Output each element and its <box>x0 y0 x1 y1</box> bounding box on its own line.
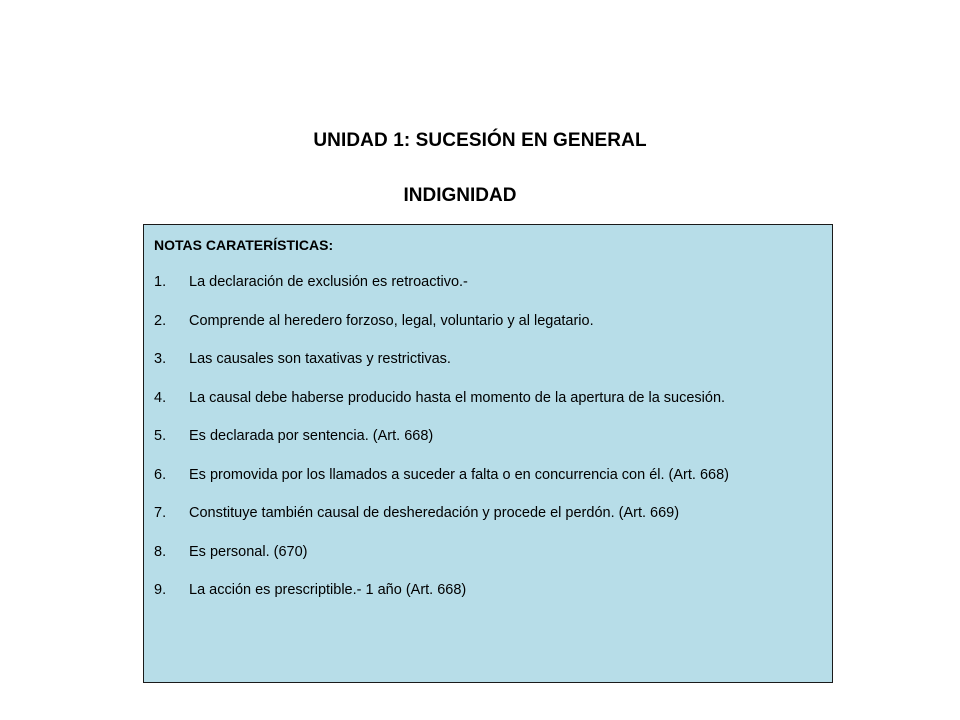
list-item <box>154 580 729 619</box>
list-item-text: Es personal. (670) <box>189 543 308 560</box>
notes-list <box>154 272 729 619</box>
list-item <box>154 465 729 504</box>
list-item-text: La declaración de exclusión es retroactivo.- <box>189 274 468 290</box>
list-item-number: 8. <box>154 543 167 560</box>
slide-subtitle: INDIGNIDAD <box>403 185 517 206</box>
list-item-text: Es promovida por los llamados a suceder a falta o en concurrencia con él. (Art. 668) <box>189 466 729 483</box>
list-item <box>154 349 729 388</box>
list-item-text: Las causales son taxativas y restrictivas. <box>189 351 451 367</box>
list-item-text: La acción es prescriptible.- 1 año (Art. 668) <box>189 582 467 598</box>
list-item <box>154 503 729 542</box>
list-item-number: 7. <box>154 505 167 521</box>
list-item <box>154 272 729 311</box>
list-item-number: 2. <box>154 312 167 329</box>
list-item-number: 3. <box>154 351 167 367</box>
list-item-text: Es declarada por sentencia. (Art. 668) <box>189 428 434 444</box>
notes-box <box>143 224 833 683</box>
list-item-number: 4. <box>154 389 167 406</box>
list-item <box>154 311 729 350</box>
notes-heading: NOTAS CARATERÍSTICAS: <box>154 237 334 253</box>
list-item-number: 6. <box>154 466 167 483</box>
list-item <box>154 388 729 427</box>
list-item-number: 9. <box>154 582 167 598</box>
slide-title: UNIDAD 1: SUCESIÓN EN GENERAL <box>313 130 647 151</box>
list-item <box>154 542 729 581</box>
list-item-text: Constituye también causal de desheredación y procede el perdón. (Art. 669) <box>189 505 680 521</box>
list-item-text: La causal debe haberse producido hasta el momento de la apertura de la sucesión. <box>189 389 726 406</box>
list-item-number: 1. <box>154 274 167 290</box>
list-item <box>154 426 729 465</box>
list-item-text: Comprende al heredero forzoso, legal, voluntario y al legatario. <box>189 312 594 329</box>
list-item-number: 5. <box>154 428 167 444</box>
